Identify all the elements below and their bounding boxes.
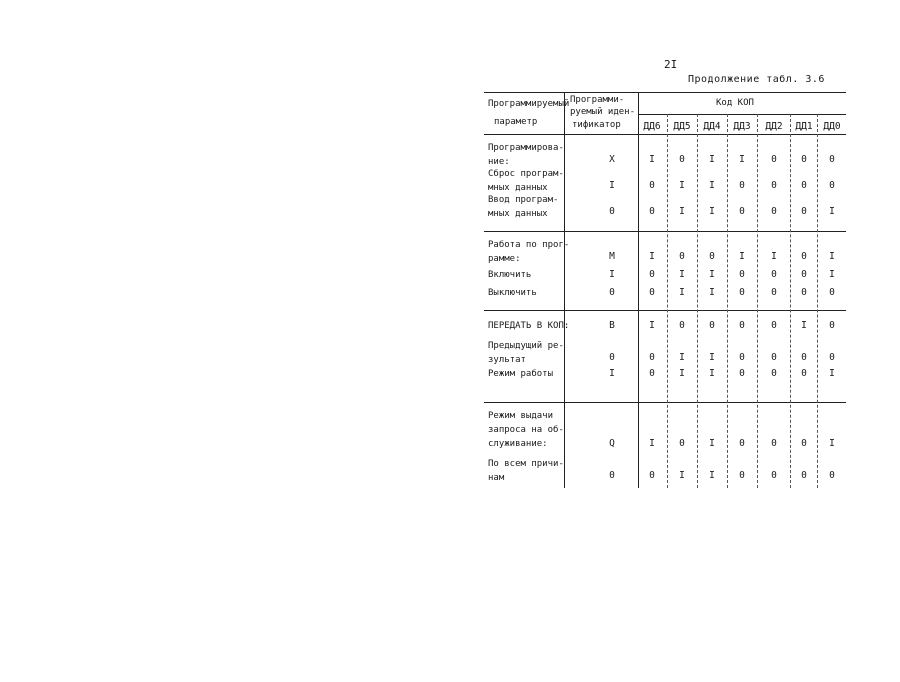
row-bit-value: I (709, 438, 715, 449)
row-bit-value: I (829, 368, 835, 379)
row-bit-value: 0 (801, 251, 807, 262)
row-bit-value: 0 (771, 438, 777, 449)
row-identifier: I (609, 269, 615, 280)
row-bit-value: 0 (829, 320, 835, 331)
header-bottom-rule (484, 134, 846, 135)
kop-header: Код КОП (716, 98, 754, 108)
row-label: Ввод програм- (488, 195, 559, 205)
param-col-divider (564, 92, 565, 488)
row-bit-value: I (771, 251, 777, 262)
row-label: запроса на об- (488, 425, 564, 435)
row-label: мных данных (488, 209, 548, 219)
row-identifier: 0 (609, 470, 615, 481)
row-bit-value: 0 (679, 251, 685, 262)
row-label: Сброс програм- (488, 169, 564, 179)
row-identifier: I (609, 368, 615, 379)
row-bit-value: 0 (679, 438, 685, 449)
ident-col-divider (638, 92, 639, 488)
row-bit-value: 0 (739, 368, 745, 379)
row-bit-value: 0 (801, 352, 807, 363)
row-label: ПЕРЕДАТЬ В КОП: (488, 321, 570, 331)
row-bit-value: 0 (649, 180, 655, 191)
row-bit-value: I (679, 206, 685, 217)
row-bit-value: 0 (649, 206, 655, 217)
row-bit-value: 0 (801, 368, 807, 379)
bit-header-дд5: ДД5 (673, 121, 691, 132)
row-bit-value: 0 (709, 320, 715, 331)
row-label: Программирова- (488, 143, 564, 153)
row-bit-value: 0 (649, 287, 655, 298)
row-bit-value: 0 (771, 320, 777, 331)
row-bit-value: 0 (649, 368, 655, 379)
table-top-rule (484, 92, 846, 93)
row-bit-value: 0 (771, 352, 777, 363)
bit-col-divider (757, 114, 758, 488)
param-header-line2: параметр (494, 117, 538, 127)
row-label: Работа по прог- (488, 240, 570, 250)
row-bit-value: 0 (801, 206, 807, 217)
row-bit-value: 0 (771, 368, 777, 379)
row-label: рамме: (488, 254, 521, 264)
row-bit-value: I (709, 470, 715, 481)
ident-header-line2: руемый иден- (570, 107, 636, 117)
row-bit-value: I (709, 154, 715, 165)
row-label: мных данных (488, 183, 548, 193)
bits-header-rule (638, 114, 846, 115)
group-rule-1 (484, 231, 846, 232)
row-bit-value: 0 (771, 287, 777, 298)
row-bit-value: 0 (771, 206, 777, 217)
row-label: По всем причи- (488, 459, 564, 469)
row-identifier: 0 (609, 206, 615, 217)
row-bit-value: I (649, 251, 655, 262)
row-bit-value: 0 (739, 352, 745, 363)
row-bit-value: 0 (801, 269, 807, 280)
row-bit-value: 0 (771, 470, 777, 481)
bit-header-дд3: ДД3 (733, 121, 751, 132)
row-bit-value: I (709, 287, 715, 298)
row-label: Режим выдачи (488, 411, 554, 421)
page-number: 2I (664, 58, 678, 71)
bit-col-divider (727, 114, 728, 488)
row-identifier: Q (609, 438, 615, 449)
row-bit-value: 0 (739, 206, 745, 217)
ident-header-line3: тификатор (572, 120, 621, 130)
row-bit-value: 0 (679, 154, 685, 165)
bit-col-divider (697, 114, 698, 488)
row-bit-value: 0 (739, 269, 745, 280)
row-bit-value: I (801, 320, 807, 331)
row-bit-value: 0 (739, 438, 745, 449)
row-bit-value: I (679, 180, 685, 191)
row-identifier: B (609, 320, 615, 331)
bit-col-divider (790, 114, 791, 488)
row-bit-value: 0 (739, 287, 745, 298)
row-label: зультат (488, 355, 526, 365)
row-bit-value: 0 (801, 154, 807, 165)
row-identifier: I (609, 180, 615, 191)
row-bit-value: 0 (801, 438, 807, 449)
row-bit-value: I (709, 269, 715, 280)
ident-header-line1: Программи- (570, 95, 625, 105)
row-bit-value: I (649, 154, 655, 165)
row-bit-value: I (679, 352, 685, 363)
table-caption: Продолжение табл. 3.6 (688, 74, 825, 85)
row-bit-value: 0 (649, 269, 655, 280)
row-bit-value: 0 (829, 154, 835, 165)
row-label: Включить (488, 270, 532, 280)
row-bit-value: I (709, 352, 715, 363)
row-bit-value: 0 (709, 251, 715, 262)
row-bit-value: 0 (801, 180, 807, 191)
row-label: Выключить (488, 288, 537, 298)
bit-header-дд2: ДД2 (765, 121, 783, 132)
row-bit-value: 0 (771, 154, 777, 165)
row-bit-value: 0 (771, 269, 777, 280)
group-rule-3 (484, 402, 846, 403)
row-bit-value: I (829, 269, 835, 280)
row-bit-value: 0 (829, 352, 835, 363)
row-identifier: 0 (609, 287, 615, 298)
row-bit-value: 0 (801, 470, 807, 481)
bit-col-divider (667, 114, 668, 488)
row-bit-value: 0 (829, 287, 835, 298)
param-header-line1: Программируемый (488, 99, 570, 109)
row-bit-value: 0 (679, 320, 685, 331)
code-table (484, 92, 846, 488)
row-bit-value: 0 (771, 180, 777, 191)
row-bit-value: 0 (739, 320, 745, 331)
row-label: ние: (488, 157, 510, 167)
row-bit-value: I (739, 251, 745, 262)
row-bit-value: I (709, 368, 715, 379)
row-bit-value: I (709, 180, 715, 191)
row-bit-value: 0 (829, 180, 835, 191)
row-label: Режим работы (488, 369, 554, 379)
row-bit-value: 0 (801, 287, 807, 298)
row-bit-value: I (649, 320, 655, 331)
row-bit-value: I (739, 154, 745, 165)
row-label: Предыдущий ре- (488, 341, 564, 351)
row-bit-value: I (829, 251, 835, 262)
row-bit-value: I (679, 269, 685, 280)
row-bit-value: I (829, 206, 835, 217)
row-bit-value: 0 (739, 180, 745, 191)
row-bit-value: I (649, 438, 655, 449)
row-identifier: 0 (609, 352, 615, 363)
bit-header-дд6: ДД6 (643, 121, 661, 132)
bit-header-дд0: ДД0 (823, 121, 841, 132)
row-bit-value: I (709, 206, 715, 217)
bit-header-дд1: ДД1 (795, 121, 813, 132)
row-bit-value: I (679, 287, 685, 298)
row-label: нам (488, 473, 505, 483)
row-bit-value: 0 (649, 470, 655, 481)
row-label: служивание: (488, 439, 548, 449)
row-bit-value: I (679, 470, 685, 481)
row-identifier: X (609, 154, 615, 165)
row-identifier: M (609, 251, 615, 262)
bit-col-divider (817, 114, 818, 488)
row-bit-value: I (829, 438, 835, 449)
row-bit-value: 0 (649, 352, 655, 363)
row-bit-value: 0 (739, 470, 745, 481)
group-rule-2 (484, 310, 846, 311)
bit-header-дд4: ДД4 (703, 121, 721, 132)
row-bit-value: I (679, 368, 685, 379)
row-bit-value: 0 (829, 470, 835, 481)
